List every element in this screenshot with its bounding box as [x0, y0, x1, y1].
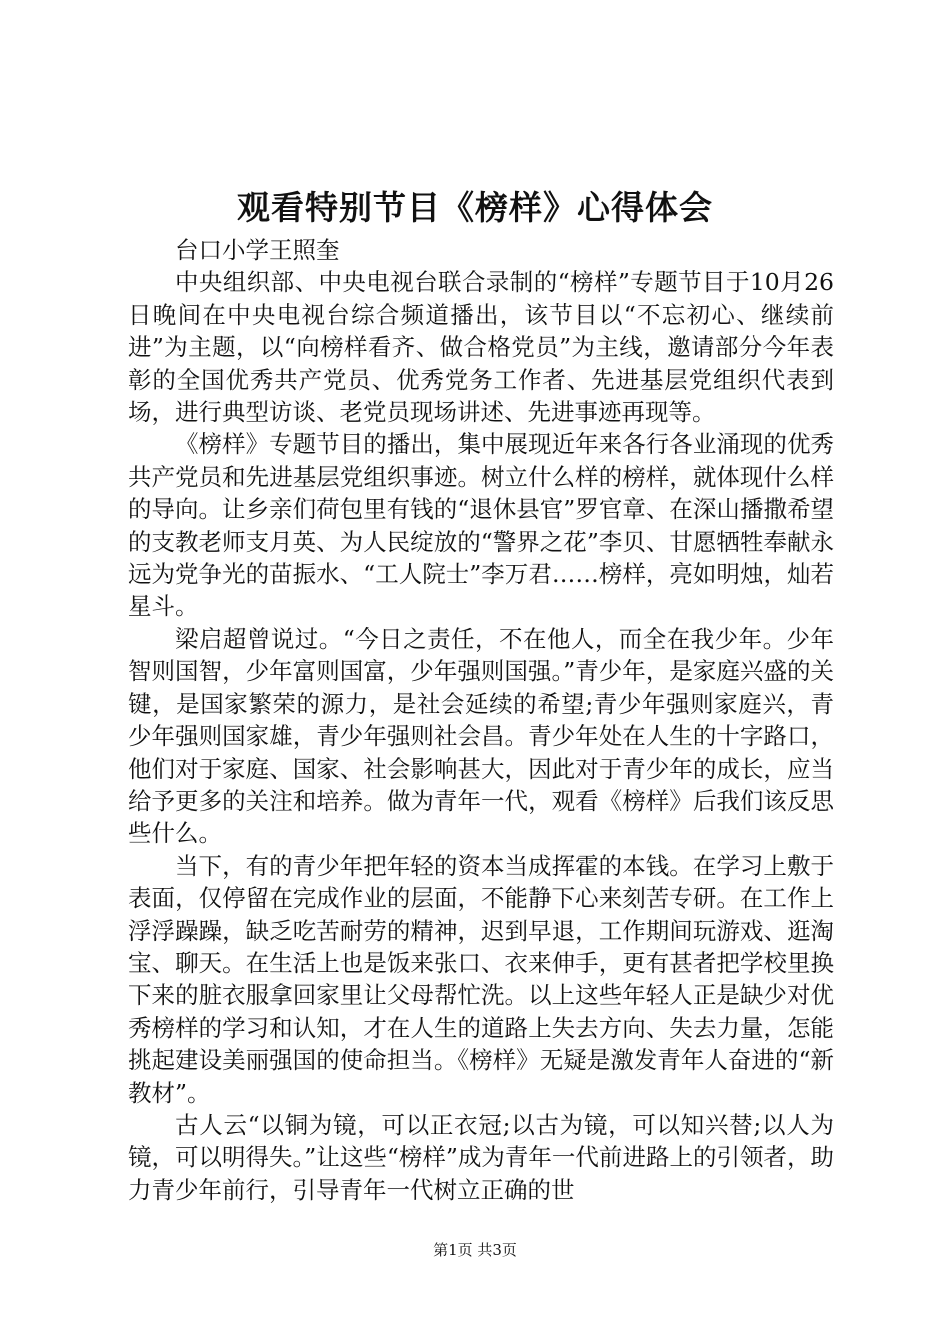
- page-footer: 第1页 共3页: [433, 1241, 517, 1259]
- paragraph: 中央组织部、中央电视台联合录制的“榜样”专题节目于10月26日晚间在中央电视台综合频道播出，该节目以“不忘初心、继续前进”为主题，以“向榜样看齐、做合格党员”为主线，邀请部分今年表彰的全国优秀共产党员、优秀党务工作者、先进基层党组织代表到场，进行典型访谈、老党员现场讲述、先进事迹再现等。: [128, 268, 834, 427]
- author-line: 台口小学王照奎: [175, 236, 340, 264]
- paragraph: 当下，有的青少年把年轻的资本当成挥霍的本钱。在学习上敷于表面，仅停留在完成作业的层面，不能静下心来刻苦专研。在工作上浮浮躁躁，缺乏吃苦耐劳的精神，迟到早退，工作期间玩游戏、逛淘宝、聊天。在生活上也是饭来张口、衣来伸手，更有甚者把学校里换下来的脏衣服拿回家里让父母帮忙洗。以上这些年轻人正是缺少对优秀榜样的学习和认知，才在人生的道路上失去方向、失去力量，怎能挑起建设美丽强国的使命担当。《榜样》无疑是激发青年人奋进的“新教材”。: [128, 851, 834, 1107]
- paragraph: 古人云“以铜为镜，可以正衣冠;以古为镜，可以知兴替;以人为镜，可以明得失。”让这些“榜样”成为青年一代前进路上的引领者，助力青少年前行，引导青年一代树立正确的世: [128, 1110, 834, 1204]
- document-title: 观看特别节目《榜样》心得体会: [237, 188, 713, 227]
- paragraph: 梁启超曾说过。“今日之责任，不在他人，而全在我少年。少年智则国智，少年富则国富，少年强则国强。”青少年，是家庭兴盛的关键，是国家繁荣的源力，是社会延续的希望;青少年强则家庭兴，青少年强则国家雄，青少年强则社会昌。青少年处在人生的十字路口，他们对于家庭、国家、社会影响甚大，因此对于青少年的成长，应当给予更多的关注和培养。做为青年一代，观看《榜样》后我们该反思些什么。: [128, 624, 834, 848]
- paragraph: 《榜样》专题节目的播出，集中展现近年来各行各业涌现的优秀共产党员和先进基层党组织事迹。树立什么样的榜样，就体现什么样的导向。让乡亲们荷包里有钱的“退休县官”罗官章、在深山播撒希望的支教老师支月英、为人民绽放的“警界之花”李贝、甘愿牺牲奉献永远为党争光的苗振水、“工人院士”李万君……榜样，亮如明烛，灿若星斗。: [128, 430, 834, 621]
- document-body: [128, 234, 834, 1206]
